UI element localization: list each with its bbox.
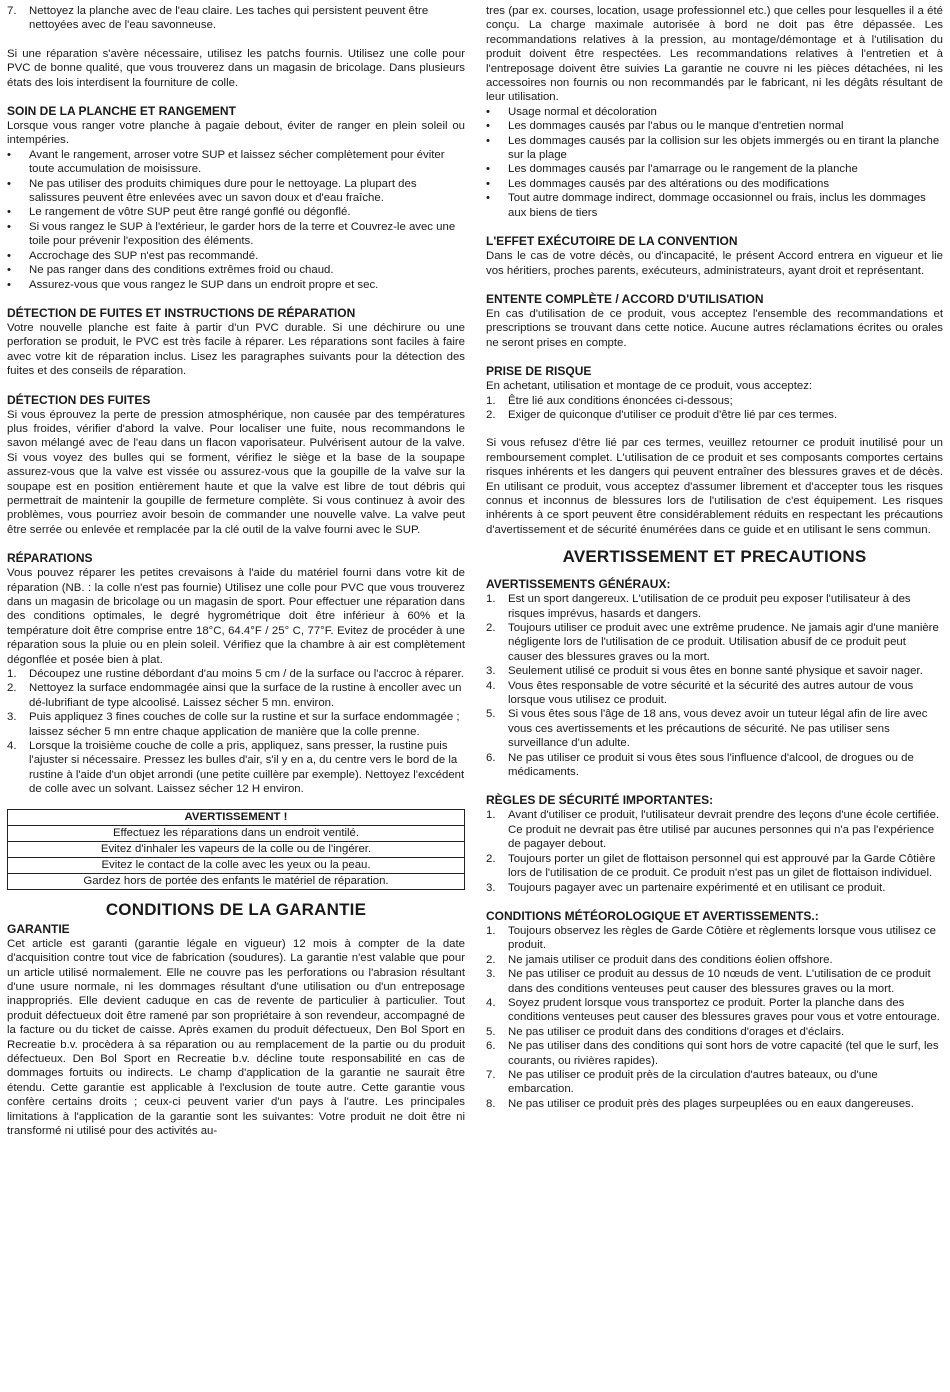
effect-section-title: L'EFFET EXÉCUTOIRE DE LA CONVENTION [486,234,738,249]
item-number: 3. [486,968,496,981]
agreement-section-title: ENTENTE COMPLÈTE / ACCORD D'UTILISATION [486,291,764,306]
bullet-text: Ne pas ranger dans des conditions extrêmes froid ou chaud. [29,264,334,277]
item-number: 2. [486,953,496,966]
warning-box-line: Evitez le contact de la colle avec les yeux ou la peau. [8,858,464,874]
weather-item [486,1068,943,1097]
repair-step-list [7,667,465,797]
item-text: Ne pas utiliser dans des conditions qui sont hors de votre capacité (tel que le surf, les courants, ou rivières rapides). [508,1040,939,1067]
bullet-text: Accrochage des SUP n'est pas recommandé. [29,249,259,262]
repairs-section-title: RÉPARATIONS [7,551,93,566]
weather-list [486,924,943,1111]
detection-section-title: DÉTECTION DES FUITES [7,392,151,407]
warranty-paragraph: Cet article est garanti (garantie légale en vigueur) 12 mois à compter de la date d'acquisition contre tout vice de fabrication (soudures). La garantie n'est valable que pour un article utilisé normalement. Elle ne couvre pas les perforations ou l'abrasion résultant d'une usure normale, ni les dommages résultant d'une utilisation ou d'un entreposage inappropriés. Elle devient caduque en cas de revente de particulier à particulier. Tout produit défectueux doit être ramené par son propriétaire à son revendeur, accompagné de la facture ou du ticket de caisse. Après examen du produit défectueux, Den Bol Sport en Recreatie b.v. procèdera à sa réparation ou au remplacement de la partie ou du produit défectueux. Den Bol Sport en Recreatie b.v. décline toute responsabilité en cas de dommages fortuits ou indirects. Le champ d'application de la garantie ne saurait être étendu. Cette garantie est applicable à l'exclusion de toute autre. Cette garantie vous confère certains droits ; ceux-ci peuvent varier d'un pays à l'autre. Les principales limitations à l'application de la garantie sont les suivantes: Votre produit ne doit être ni transformé ni utilisé pour des activités au- [7,937,465,1137]
item-text: Ne pas utiliser ce produit au dessus de 10 nœuds de vent. L'utilisation de ce produit dans des conditions venteuses peut causer des blessures graves ou la mort. [508,968,931,995]
item-number: 3. [486,665,496,678]
bullet-text: Ne pas utiliser des produits chimiques dure pour le nettoyage. La plupart des salissures peuvent être enlevées avec un savon doux et d'eau fraîche. [29,177,417,205]
exclusion-item [486,177,943,191]
cleaning-step-7 [7,4,465,33]
bullet-text: Les dommages causés par l'abus ou le manque d'entretien normal [508,120,844,133]
general-warning-item [486,621,943,664]
warranty-section-title: GARANTIE [7,921,70,936]
warning-box-line: Gardez hors de portée des enfants le matériel de réparation. [83,874,389,887]
risk-list [486,394,943,423]
warning-box-line: Effectuez les réparations dans un endroit ventilé. [8,826,464,842]
safety-rule-item [486,852,943,881]
item-text: Ne pas utiliser ce produit si vous êtes sous l'influence d'alcool, de drogues ou de médicaments. [508,751,914,779]
item-text: Soyez prudent lorsque vous transportez ce produit. Porter la planche dans des conditions venteuses peut causer des blessures graves pour vous et votre entourage. [508,996,940,1024]
item-number: 1. [486,809,496,822]
bullet-mark: • [7,206,11,219]
item-number: 5. [486,708,496,721]
repair-step [7,667,465,681]
bullet-text: Assurez-vous que vous rangez le SUP dans un endroit propre et sec. [29,278,379,291]
bullet-text: Usage normal et décoloration [508,105,657,118]
exclusion-item [486,134,943,163]
exclusion-item [486,162,943,176]
bullet-mark: • [7,264,11,277]
item-number: 2. [486,852,496,865]
item-text: Est un sport dangereux. L'utilisation de ce produit peu exposer l'utilisateur à des risques imprévus, hasards et dangers. [508,593,911,620]
repair-intro-paragraph: Si une réparation s'avère nécessaire, utilisez les patchs fournis. Utilisez une colle pour PVC de bonne qualité, que vous trouverez dans un magasin de bricolage. Dans plusieurs états des lois interdisent la fourniture de colle. [7,47,465,89]
risk-paragraph: Si vous refusez d'être lié par ces termes, veuillez retourner ce produit inutilisé pour un remboursement complet. L'utilisation de ce produit et ses composants comportes certains risques inhérents et les dangers qui peuvent entraîner des blessures graves et de décès. En utilisant ce produit, vous acceptez d'assumer librement et d'accepter tous les risques connus et inconnus de blessures lors de l'utilisation de c'est équipement. Les risques inhérents à ce sport peuvent être considérablement réduits en respectant les précautions d'avertissement et de sécurité énumérées dans ce guide et en utilisant le sens commun. [486,437,943,536]
step-number: 2. [7,682,17,695]
bullet-mark: • [486,177,490,190]
warranty-heading: CONDITIONS DE LA GARANTIE [105,899,367,919]
bullet-mark: • [486,192,490,205]
warning-box-line: Evitez d'inhaler les vapeurs de la colle ou de l'ingérer. [8,842,464,858]
item-number: 4. [486,679,496,692]
bullet-mark: • [486,163,490,176]
item-text: Ne pas utiliser ce produit près de la circulation d'autres bateaux, ou d'une embarcation. [508,1068,878,1096]
warnings-heading: AVERTISSEMENT ET PRECAUTIONS [562,547,867,567]
item-text: Ne jamais utiliser ce produit dans des conditions éolien offshore. [508,953,833,966]
bullet-text: Tout autre dommage indirect, dommage occasionnel ou frais, inclus les dommages aux biens de tiers [508,192,926,219]
bullet-mark: • [7,249,11,262]
bullet-mark: • [7,148,11,161]
safety-rules-list [486,808,943,894]
item-number: 6. [486,751,496,764]
general-warning-item [486,707,943,750]
general-warning-item [486,664,943,678]
general-warning-item [486,679,943,708]
weather-item [486,967,943,996]
care-section-title: SOIN DE LA PLANCHE ET RANGEMENT [7,104,236,119]
item-text: Toujours porter un gilet de flottaison personnel qui est approuvé par la Garde Côtière lors de l'utilisation de ce produit. Ce produit n'est pas un gilet de flottaison individuel. [508,852,936,880]
risk-item [486,394,943,408]
item-number: 8. [486,1097,496,1110]
item-text: Seulement utilisé ce produit si vous êtes en bonne santé physique et savoir nager. [508,665,923,678]
repair-step [7,681,465,710]
bullet-mark: • [7,177,11,190]
bullet-text: Le rangement de vôtre SUP peut être rangé gonflé ou dégonflé. [29,206,351,219]
bullet-text: Les dommages causés par l'amarrage ou le rangement de la planche [508,163,858,176]
safety-rules-title: RÈGLES DE SÉCURITÉ IMPORTANTES: [486,793,714,808]
agreement-paragraph: En cas d'utilisation de ce produit, vous acceptez l'ensemble des recommandations et prescriptions se trouvant dans cette notice. Aucune autres réclamations écrites ou orales ne seront prises en compte. [486,307,943,349]
item-text: Ne pas utiliser ce produit près des plages surpeuplées ou en eaux dangereuses. [508,1097,914,1110]
step-number: 4. [7,740,17,753]
step-number: 7. [7,5,17,17]
item-number: 7. [486,1068,496,1081]
bullet-mark: • [7,220,11,233]
step-text: Nettoyez la surface endommagée ainsi que la surface de la rustine à encoller avec un dé-lubrifiant de type alcoolisé. Laissez sécher 5 mn. environ. [29,682,462,709]
item-number: 2. [486,408,496,421]
leak-paragraph: Votre nouvelle planche est faite à partir d'un PVC durable. Si une déchirure ou une perforation se produit, le PVC est très facile à réparer. Les réparations sont faciles à faire avec votre kit de réparation inclus. Lisez les paragraphes suivants pour la détection des fuites et des conseils de réparation. [7,321,465,378]
item-text: Toujours utiliser ce produit avec une extrême prudence. Ne jamais agir d'une manière négligente lors de l'utilisation de ce produit. Utilisation abusif de ce produit peut causer des blessures graves ou la mort. [508,622,939,663]
weather-item [486,996,943,1025]
cleaning-step-list [7,4,465,33]
step-number: 3. [7,711,17,724]
repairs-paragraph: Vous pouvez réparer les petites crevaisons à l'aide du matériel fourni dans votre kit de réparation (NB. : la colle n'est pas fournie) Utilisez une colle pour PVC que vous trouverez dans un magasin de bricolage ou un magasin de sport. Pour effectuer une réparation dans des conditions optimales, le degré hygrométrique doit être inférieur à 60% et la température doit être comprise entre 18°C, 64.4°F / 25° C, 77°F. Evitez de procéder à une réparation sous la pluie ou en plein soleil. Vérifiez que la chambre à air est complètement dégonflée et posée bien à plat. [7,567,465,666]
weather-item [486,1039,943,1068]
general-warnings-title: AVERTISSEMENTS GÉNÉRAUX: [486,577,671,592]
bullet-mark: • [486,105,490,118]
item-text: Toujours observez les règles de Garde Côtière et règlements lorsque vous utilisez ce produit. [508,924,936,952]
detection-paragraph: Si vous éprouvez la perte de pression atmosphérique, non causée par des températures plus froides, vérifier d'abord la valve. Pour localiser une fuite, nous recommandons le savon mélangé avec de l'eau dans un flacon vaporisateur. Pulvérisent autour de la valve. Si vous voyez des bulles qui se forment, vérifiez le siège et la base de la soupape assurez-vous que la valve est vissée ou assurez-vous que la goupille de la valve sur la soupape est en position entièrement haute et que la valve est libre de tout débris qui permettrait de maintenir la goupille de fermeture complète. Si vous continuez à avoir des problèmes, vous pourriez avoir besoin de commander une nouvelle valve. La valve peut être serrée ou enlevée et remplacée par la clé outil de la valve fourni avec le SUP. [7,408,465,536]
care-bullet-item [7,205,465,219]
care-bullet-item [7,148,465,177]
general-warning-item [486,751,943,780]
item-number: 5. [486,1025,496,1038]
bullet-text: Les dommages causés par la collision sur les objets immergés ou en tirant la planche sur la plage [508,134,940,162]
bullet-text: Si vous rangez le SUP à l'extérieur, le garder hors de la terre et Couvrez-le avec une toile pour prévenir l'exposition des éléments. [29,220,456,248]
item-text: Toujours pagayer avec un partenaire expérimenté et en utilisant ce produit. [508,881,886,894]
item-number: 1. [486,593,496,606]
step-text: Lorsque la troisième couche de colle a pris, appliquez, sans presser, la rustine puis l'ajuster si nécessaire. Pressez les bulles d'air, s'il y en a, du centre vers le bord de la rustine à l'aide d'un objet arrondi (une petite cuillère par exemple). Nettoyez l'excédent de colle avec un solvant. Laissez sécher 12 H environ. [29,740,465,796]
leak-section-title: DÉTECTION DE FUITES ET INSTRUCTIONS DE RÉPARATION [7,305,356,320]
safety-rule-item [486,881,943,895]
exclusion-item [486,191,943,220]
item-text: Si vous êtes sous l'âge de 18 ans, vous devez avoir un tuteur légal afin de lire avec vous ces avertissements et les précautions de sécurité. Ne pas utiliser sens surveillance d'un adulte. [508,708,928,750]
care-intro-paragraph: Lorsque vous ranger votre planche à pagaie debout, éviter de ranger en plein soleil ou intempéries. [7,120,465,147]
effect-paragraph: Dans le cas de votre décès, ou d'incapacité, le présent Accord entrera en vigueur et lie vos héritiers, proches parents, exécuteurs, administrateurs, ayant droit et représentant. [486,250,943,277]
item-number: 1. [486,924,496,937]
risk-item [486,408,943,422]
weather-item [486,924,943,953]
bullet-mark: • [486,120,490,133]
item-number: 3. [486,881,496,894]
care-bullet-item [7,278,465,292]
item-text: Vous êtes responsable de votre sécurité et la sécurité des autres autour de vous lorsque vous utilisez ce produit. [508,679,914,707]
warranty-continued-paragraph: tres (par ex. courses, location, usage professionnel etc.) que celles pour lesquelles il a été conçu. La charge maximale autorisée à bord ne doit pas être dépassée. Les recommandations relatives à la pression, au montage/démontage et à l'utilisation du produit doivent être respectées. Les recommandations relatives à l'entretien et à l'entreposage doivent être suivies La garantie ne couvre ni les pièces détachées, ni les accessoires non fournis ou non recommandés par le fabricant, ni les dégâts résultant de leur utilisation. [486,5,943,104]
item-number: 2. [486,622,496,634]
item-number: 4. [486,996,496,1009]
item-text: Avant d'utiliser ce produit, l'utilisateur devrait prendre des leçons d'une école certifiée. Ce produit ne devrait pas être utilisé par aucunes personnes qui n'a pas l'expérience de pagayer debout. [508,809,940,851]
bullet-text: Les dommages causés par des altérations ou des modifications [508,177,830,190]
step-text: Découpez une rustine débordant d'au moins 5 cm / de la surface ou l'accroc à réparer. [29,668,464,681]
weather-item [486,1097,943,1111]
bullet-text: Avant le rangement, arroser votre SUP et laissez sécher complètement pour éviter toute accumulation de moisissure. [29,148,445,176]
care-bullet-list [7,148,465,292]
item-number: 6. [486,1040,496,1053]
exclusion-bullet-list [486,105,943,220]
general-warning-item [486,592,943,621]
weather-item [486,953,943,967]
left-column [7,4,465,1138]
warning-box-title: AVERTISSEMENT ! [8,810,464,826]
item-text: Ne pas utiliser ce produit dans des conditions d'orages et d'éclairs. [508,1025,845,1038]
repair-warning-box [7,809,465,890]
exclusion-item [486,119,943,133]
exclusion-item [486,105,943,119]
repair-step [7,739,465,797]
weather-section-title: CONDITIONS MÉTÉOROLOGIQUE ET AVERTISSEMENTS.: [486,908,819,923]
risk-intro: En achetant, utilisation et montage de ce produit, vous acceptez: [486,380,813,393]
step-text: Nettoyez la planche avec de l'eau claire. Les taches qui persistent peuvent être nettoyées avec de l'eau savonneuse. [29,5,429,32]
right-column [486,4,943,1111]
general-warnings-list [486,592,943,779]
weather-item [486,1025,943,1039]
bullet-mark: • [7,278,11,291]
care-bullet-item [7,220,465,249]
care-bullet-item [7,263,465,277]
step-text: Puis appliquez 3 fines couches de colle sur la rustine et sur la surface endommagée ; laissez sécher 5 mn entre chaque application de manière que la colle prenne. [29,711,460,738]
safety-rule-item [486,808,943,851]
step-number: 1. [7,668,17,681]
care-bullet-item [7,177,465,206]
item-number: 1. [486,394,496,407]
bullet-mark: • [486,134,490,147]
item-text: Être lié aux conditions énoncées ci-dessous; [508,394,733,407]
item-text: Exiger de quiconque d'utiliser ce produit d'être lié par ces termes. [508,408,838,421]
repair-step [7,710,465,739]
risk-section-title: PRISE DE RISQUE [486,364,592,379]
care-bullet-item [7,249,465,263]
